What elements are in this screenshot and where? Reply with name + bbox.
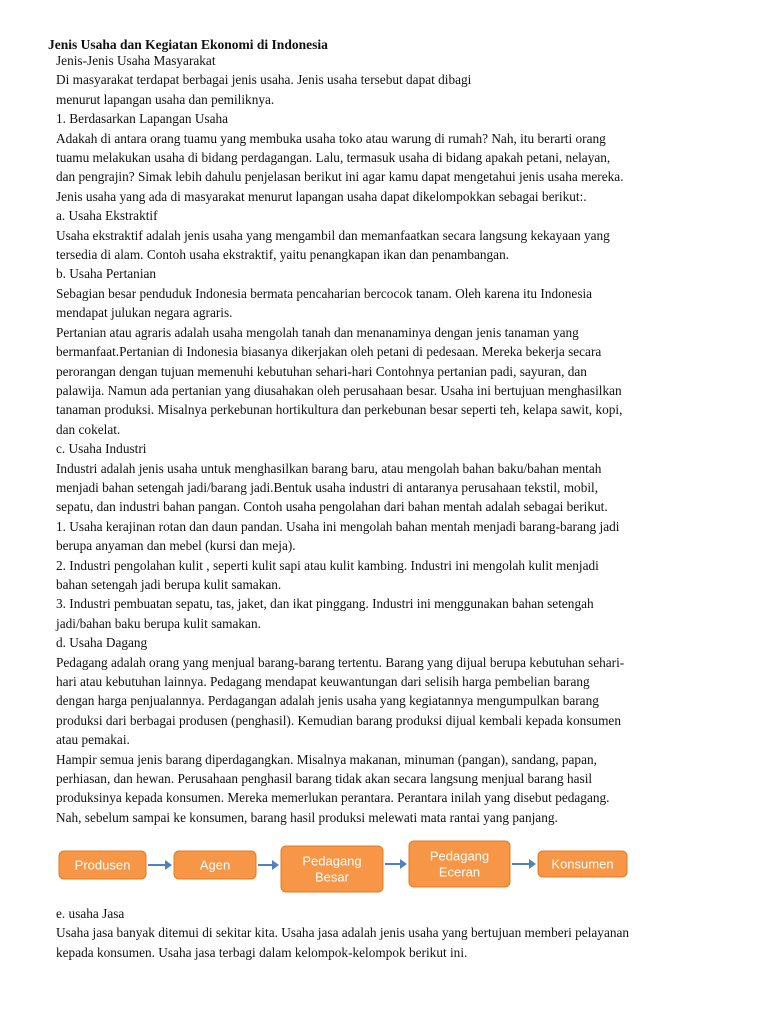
flow-node-label: Besar xyxy=(315,869,349,885)
text-line: 3. Industri pembuatan sepatu, tas, jaket, dan ikat pinggang. Industri ini menggunakan bahan setengah xyxy=(56,596,594,612)
text-line: c. Usaha Industri xyxy=(56,441,147,457)
text-line: b. Usaha Pertanian xyxy=(56,266,157,282)
flow-node-label: Pedagang xyxy=(302,853,362,869)
text-line: palawija. Namun ada pertanian yang diusahakan oleh perusahaan besar. Usaha ini bertujuan menghasilkan xyxy=(56,382,622,398)
text-line: 2. Industri pengolahan kulit , seperti kulit sapi atau kulit kambing. Industri ini mengolah kulit menjadi xyxy=(56,557,599,573)
flow-arrowhead xyxy=(529,859,536,869)
text-line: Usaha jasa banyak ditemui di sekitar kita. Usaha jasa adalah jenis usaha yang bertujuan memberi pelayanan xyxy=(56,925,630,941)
text-line: bahan setengah jadi berupa kulit samakan. xyxy=(56,576,282,592)
text-line: tersedia di alam. Contoh usaha ekstraktif, yaitu penangkapan ikan dan penambangan. xyxy=(56,247,510,263)
text-line: Pertanian atau agraris adalah usaha mengolah tanah dan menanaminya dengan jenis tanaman yang xyxy=(56,324,579,340)
text-line: hari atau kebutuhan lainnya. Pedagang mendapat keuwantungan dari selisih harga pembelian barang xyxy=(56,674,590,689)
flow-arrowhead xyxy=(272,860,279,870)
text-line: Jenis usaha yang ada di masyarakat menurut lapangan usaha dapat dikelompokkan sebagai berikut:. xyxy=(56,188,587,204)
text-line: Jenis-Jenis Usaha Masyarakat xyxy=(56,53,216,68)
text-line: produksinya kepada konsumen. Mereka memerlukan perantara. Perantara inilah yang disebut pedagang. xyxy=(56,790,610,806)
text-line: e. usaha Jasa xyxy=(56,906,125,921)
text-line: a. Usaha Ekstraktif xyxy=(56,208,158,224)
text-line: Di masyarakat terdapat berbagai jenis usaha. Jenis usaha tersebut dapat dibagi xyxy=(56,72,472,88)
text-line: dan cokelat. xyxy=(56,421,121,437)
text-line: menjadi bahan setengah jadi/barang jadi.Bentuk usaha industri di antaranya perusahaan tekstil, mobil, xyxy=(56,479,599,495)
text-line: sepatu, dan industri bahan pangan. Contoh usaha pengolahan dari bahan mentah adalah sebagai berikut. xyxy=(56,499,608,515)
text-line: perhiasan, dan hewan. Perusahaan penghasil barang tidak akan secara langsung menjual barang hasil xyxy=(56,771,593,787)
text-line: Pedagang adalah orang yang menjual barang-barang tertentu. Barang yang dijual berupa kebutuhan sehari- xyxy=(56,654,625,670)
flow-arrowhead xyxy=(400,859,407,869)
text-line: produksi dari berbagai produsen (penghasil). Kemudian barang produksi dijual kembali kepada konsumen xyxy=(56,712,621,728)
text-line: tanaman produksi. Misalnya perkebunan hortikultura dan perkebunan besar seperti teh, kelapa sawit, kopi, xyxy=(56,402,623,418)
text-line: bermanfaat.Pertanian di Indonesia biasanya dikerjakan oleh petani di pedesaan. Mereka bekerja secara xyxy=(56,344,602,360)
flow-node-label: Produsen xyxy=(74,857,131,873)
flow-arrowhead xyxy=(165,860,172,870)
text-line: jadi/bahan baku berupa kulit samakan. xyxy=(56,615,261,631)
body-text-top xyxy=(56,51,736,827)
text-line: menurut lapangan usaha dan pemiliknya. xyxy=(56,91,275,107)
text-line: Usaha ekstraktif adalah jenis usaha yang mengambil dan memanfaatkan secara langsung kekayaan yang xyxy=(56,227,610,243)
text-line: Nah, sebelum sampai ke konsumen, barang hasil produksi melewati mata rantai yang panjang. xyxy=(56,809,558,825)
text-line: tuamu melakukan usaha di bidang perdagangan. Lalu, termasuk usaha di bidang apakah petani, nelayan, xyxy=(56,150,611,166)
text-line: Sebagian besar penduduk Indonesia bermata pencaharian bercocok tanam. Oleh karena itu Indonesia xyxy=(56,285,593,301)
text-line: dengan harga penjualannya. Perdagangan adalah jenis usaha yang kegiatannya mengumpulkan barang xyxy=(56,693,599,709)
text-line: Industri adalah jenis usaha untuk menghasilkan barang baru, atau mengolah bahan baku/bahan mentah xyxy=(56,460,602,476)
text-line: 1. Berdasarkan Lapangan Usaha xyxy=(56,111,229,127)
text-line: perorangan dengan tujuan memenuhi kebutuhan sehari-hari Contohnya pertanian padi, sayuran, dan xyxy=(56,363,587,379)
flow-node-label: Pedagang xyxy=(429,848,490,864)
text-line: berupa anyaman dan mebel (kursi dan meja). xyxy=(56,538,296,554)
text-line: Hampir semua jenis barang diperdagangkan. Misalnya makanan, minuman (pangan), sandang, papan, xyxy=(56,751,597,767)
flow-node-label: Eceran xyxy=(438,864,481,880)
text-line: 1. Usaha kerajinan rotan dan daun pandan. Usaha ini mengolah bahan mentah menjadi barang-barang jadi xyxy=(56,518,620,534)
trade-chain-diagram xyxy=(54,836,644,898)
text-line: d. Usaha Dagang xyxy=(56,635,148,651)
flow-node-label: Konsumen xyxy=(551,856,614,872)
flow-node-label: Agen xyxy=(199,857,231,873)
body-text-bottom xyxy=(56,904,736,962)
text-line: atau pemakai. xyxy=(56,732,130,748)
text-line: Adakah di antara orang tuamu yang membuka usaha toko atau warung di rumah? Nah, itu berarti orang xyxy=(56,130,606,146)
document-title: Jenis Usaha dan Kegiatan Ekonomi di Indonesia xyxy=(48,37,328,52)
text-line: mendapat julukan negara agraris. xyxy=(56,305,233,321)
text-line: dan pengrajin? Simak lebih dahulu penjelasan berikut ini agar kamu dapat mengetahui jenis usaha mereka. xyxy=(56,169,624,185)
text-line: kepada konsumen. Usaha jasa terbagi dalam kelompok-kelompok berikut ini. xyxy=(56,944,468,960)
